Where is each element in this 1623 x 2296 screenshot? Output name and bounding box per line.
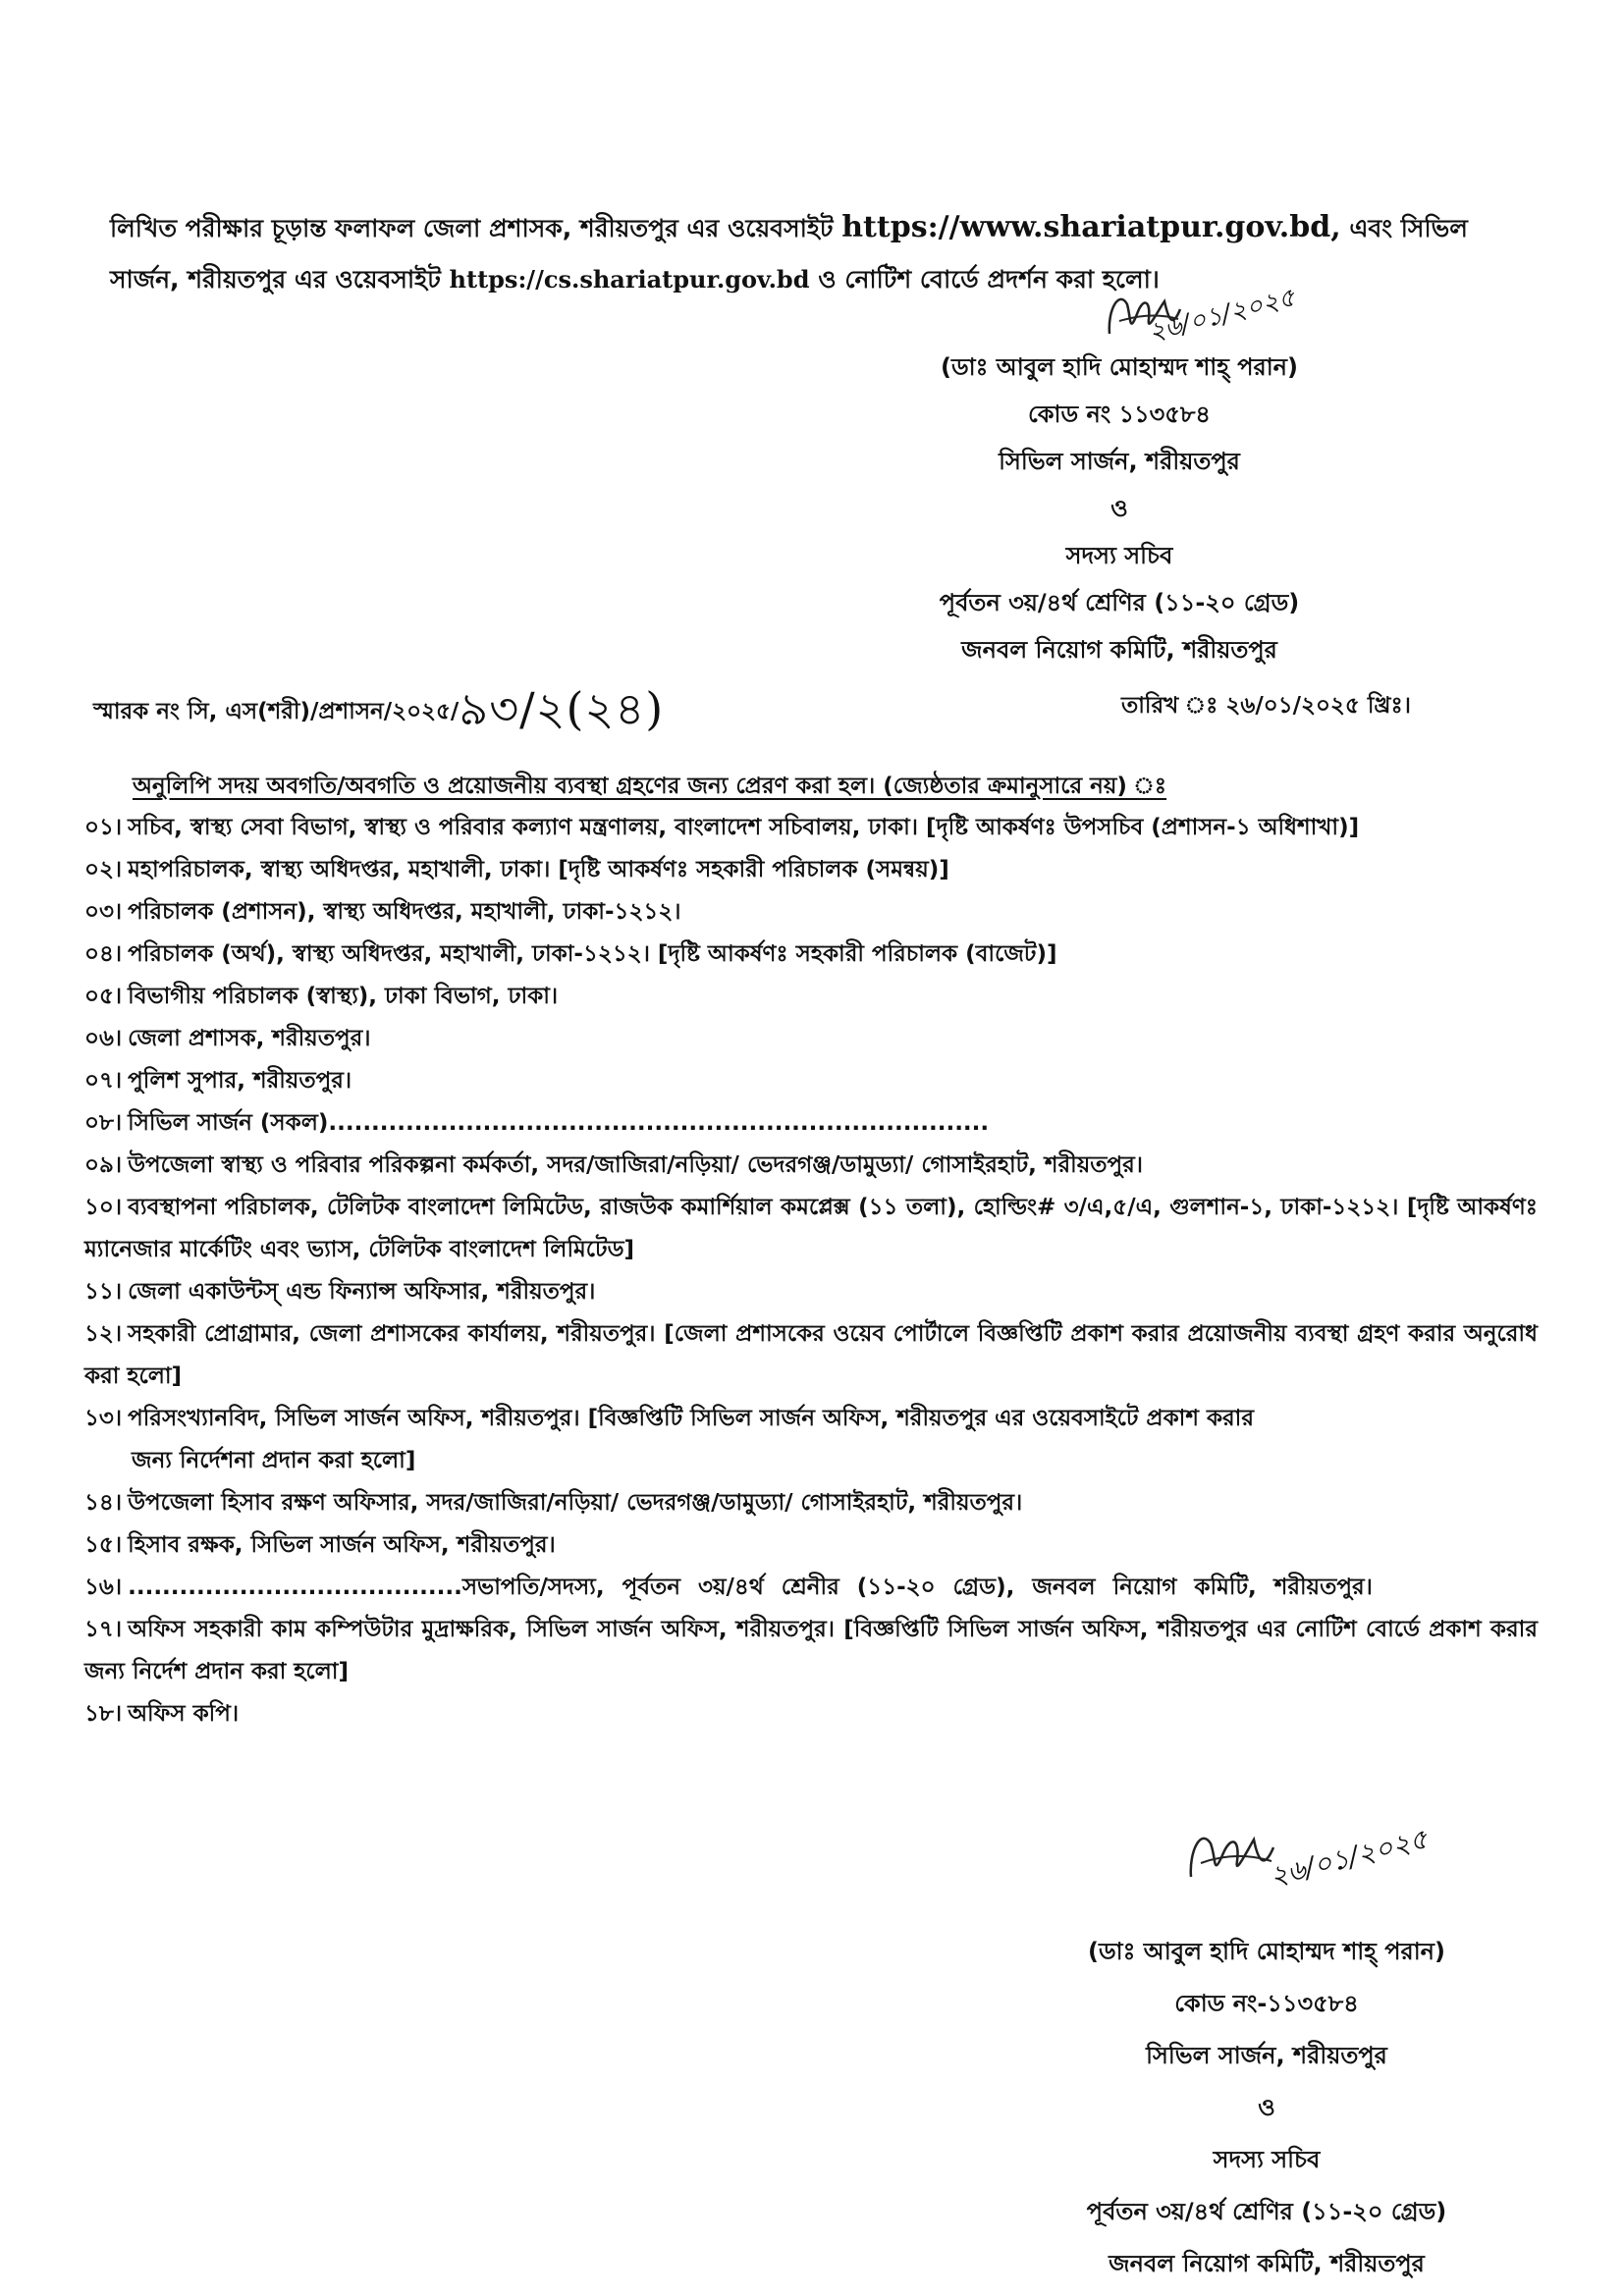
memo-label: স্মারক নং সি, এস(শরী)/প্রশাসন/২০২৫/	[93, 699, 460, 724]
intro-line-1	[110, 202, 1504, 254]
signatory-name: (ডাঃ আবুল হাদি মোহাম্মদ শাহ্ পরান)	[1088, 1938, 1445, 1965]
memo-handwritten-number: ৯৩/২(২৪)	[459, 682, 665, 735]
conjunction-and: ও	[1258, 2094, 1275, 2121]
list-item: ১২। সহকারী প্রোগ্রামার, জেলা প্রশাসকের কার্যালয়, শরীয়তপুর। [জেলা প্রশাসকের ওয়েব পোর্টালে বিজ্ঞপ্তিটি প্রকাশ করার প্রয়োজনীয় ব্যবস্থা গ্রহণ করার অনুরোধ করা হলো]	[84, 1321, 1538, 1389]
signatory-member-role: সদস্য সচিব	[1065, 542, 1173, 569]
signatory-name: (ডাঃ আবুল হাদি মোহাম্মদ শাহ্ পরান)	[941, 353, 1298, 381]
list-item: ০৬। জেলা প্রশাসক, শরীয়তপুর।	[84, 1026, 371, 1051]
signatory-grade: পূর্বতন ৩য়/৪র্থ শ্রেণির (১১-২০ গ্রেড)	[1086, 2198, 1447, 2225]
list-item: ১০। ব্যবস্থাপনা পরিচালক, টেলিটক বাংলাদেশ লিমিটেড, রাজউক কমার্শিয়াল কমপ্লেক্স (১১ তলা), হোল্ডিং# ৩/এ,৫/এ, গুলশান-১, ঢাকা-১২১২। [দৃষ্টি আকর্ষণঃ ম্যানেজার মার্কেটিং এবং ভ্যাস, টেলিটক বাংলাদেশ লিমিটেড]	[84, 1195, 1538, 1262]
signature-block-top	[864, 344, 1375, 673]
signatory-designation: সিভিল সার্জন, শরীয়তপুর	[999, 448, 1240, 475]
list-item: ১৩। পরিসংখ্যানবিদ, সিভিল সার্জন অফিস, শরীয়তপুর। [বিজ্ঞপ্তিটি সিভিল সার্জন অফিস, শরীয়তপুর এর ওয়েবসাইটে প্রকাশ করার জন্য নির্দেশনা প্রদান করা হলো]	[84, 1406, 1255, 1473]
list-item: ১৫। হিসাব রক্ষক, সিভিল সার্জন অফিস, শরীয়তপুর।	[84, 1532, 556, 1558]
list-item: ১৪। উপজেলা হিসাব রক্ষণ অফিসার, সদর/জাজিরা/নড়িয়া/ ভেদরগঞ্জ/ডামুড্যা/ গোসাইরহাট, শরীয়তপুর।	[84, 1490, 1023, 1516]
list-item: ১৬। .......................................সভাপতি/সদস্য, পূর্বতন ৩য়/৪র্থ শ্রেনীর (১১-২০ গ্রেড), জনবল নিয়োগ কমিটি, শরীয়তপুর।	[84, 1575, 1373, 1600]
signatory-code: কোড নং ১১৩৫৮৪	[1028, 400, 1211, 428]
list-item: ০৯। উপজেলা স্বাস্থ্য ও পরিবার পরিকল্পনা কর্মকর্তা, সদর/জাজিরা/নড়িয়া/ ভেদরগঞ্জ/ডামুড্যা/ গোসাইরহাট, শরীয়তপুর।	[84, 1152, 1144, 1178]
list-item: ০৩। পরিচালক (প্রশাসন), স্বাস্থ্য অধিদপ্তর, মহাখালী, ঢাকা-১২১২।	[84, 899, 681, 925]
signatory-member-role: সদস্য সচিব	[1213, 2146, 1321, 2173]
list-item: ০৮। সিভিল সার্জন (সকল).............................................................................	[84, 1110, 990, 1136]
signatory-code: কোড নং-১১৩৫৮৪	[1174, 1990, 1359, 2017]
list-item: ০৪। পরিচালক (অর্থ), স্বাস্থ্য অধিদপ্তর, মহাখালী, ঢাকা-১২১২। [দৃষ্টি আকর্ষণঃ সহকারী পরিচালক (বাজেট)]	[84, 941, 1057, 967]
signature-block-bottom	[1011, 1926, 1522, 2290]
intro-text-1a: লিখিত পরীক্ষার চূড়ান্ত ফলাফল জেলা প্রশাসক, শরীয়তপুর এর ওয়েবসাইট	[110, 214, 834, 242]
memo-number	[93, 675, 664, 750]
signature-top-date: ২৬/০১/২০২৫	[1145, 283, 1299, 348]
signatory-committee: জনবল নিয়োগ কমিটি, শরীয়তপুর	[1109, 2250, 1425, 2277]
list-item: ০১। সচিব, স্বাস্থ্য সেবা বিভাগ, স্বাস্থ্য ও পরিবার কল্যাণ মন্ত্রণালয়, বাংলাদেশ সচিবালয়, ঢাকা। [দৃষ্টি আকর্ষণঃ উপসচিব (প্রশাসন-১ অধিশাখা)]	[84, 815, 1360, 840]
intro-paragraph	[110, 202, 1504, 305]
cc-heading: অনুলিপি সদয় অবগতি/অবগতি ও প্রয়োজনীয় ব্যবস্থা গ্রহণের জন্য প্রেরণ করা হল। (জ্যেষ্ঠতার ক্রমানুসারে নয়) ঃ	[133, 774, 1167, 799]
signatory-committee: জনবল নিয়োগ কমিটি, শরীয়তপুর	[961, 636, 1277, 664]
memo-date: তারিখ ঃ ২৬/০১/২০২৫ খ্রিঃ।	[1121, 693, 1411, 719]
list-item: ০৫। বিভাগীয় পরিচালক (স্বাস্থ্য), ঢাকা বিভাগ, ঢাকা।	[84, 984, 559, 1009]
list-item: ০২। মহাপরিচালক, স্বাস্থ্য অধিদপ্তর, মহাখালী, ঢাকা। [দৃষ্টি আকর্ষণঃ সহকারী পরিচালক (সমন্বয়)]	[84, 857, 949, 882]
list-item: ১৮। অফিস কপি।	[84, 1701, 240, 1727]
district-website-link[interactable]: https://www.shariatpur.gov.bd,	[841, 210, 1341, 244]
intro-text-1b: এবং সিভিল	[1349, 214, 1468, 242]
signatory-grade: পূর্বতন ৩য়/৪র্থ শ্রেণির (১১-২০ গ্রেড)	[939, 589, 1300, 616]
list-item: ১৭। অফিস সহকারী কাম কম্পিউটার মুদ্রাক্ষরিক, সিভিল সার্জন অফিস, শরীয়তপুর। [বিজ্ঞপ্তিটি সিভিল সার্জন অফিস, শরীয়তপুর এর নোটিশ বোর্ডে প্রকাশ করার জন্য নির্দেশ প্রদান করা হলো]	[84, 1617, 1538, 1684]
signature-bottom-date: ২৬/০১/২০২৫	[1266, 1822, 1432, 1894]
intro-text-2b: ও নোটিশ বোর্ডে প্রদর্শন করা হলো।	[818, 265, 1160, 294]
conjunction-and: ও	[1110, 495, 1128, 522]
intro-text-2a: সার্জন, শরীয়তপুর এর ওয়েবসাইট	[110, 265, 441, 294]
list-item: ১১। জেলা একাউন্টস্ এন্ড ফিন্যান্স অফিসার, শরীয়তপুর।	[84, 1279, 596, 1305]
list-item: ০৭। পুলিশ সুপার, শরীয়তপুর।	[84, 1068, 352, 1094]
cc-list	[84, 807, 1538, 1735]
cs-website-link[interactable]: https://cs.shariatpur.gov.bd	[449, 265, 810, 294]
signatory-designation: সিভিল সার্জন, শরীয়তপুর	[1146, 2042, 1387, 2069]
